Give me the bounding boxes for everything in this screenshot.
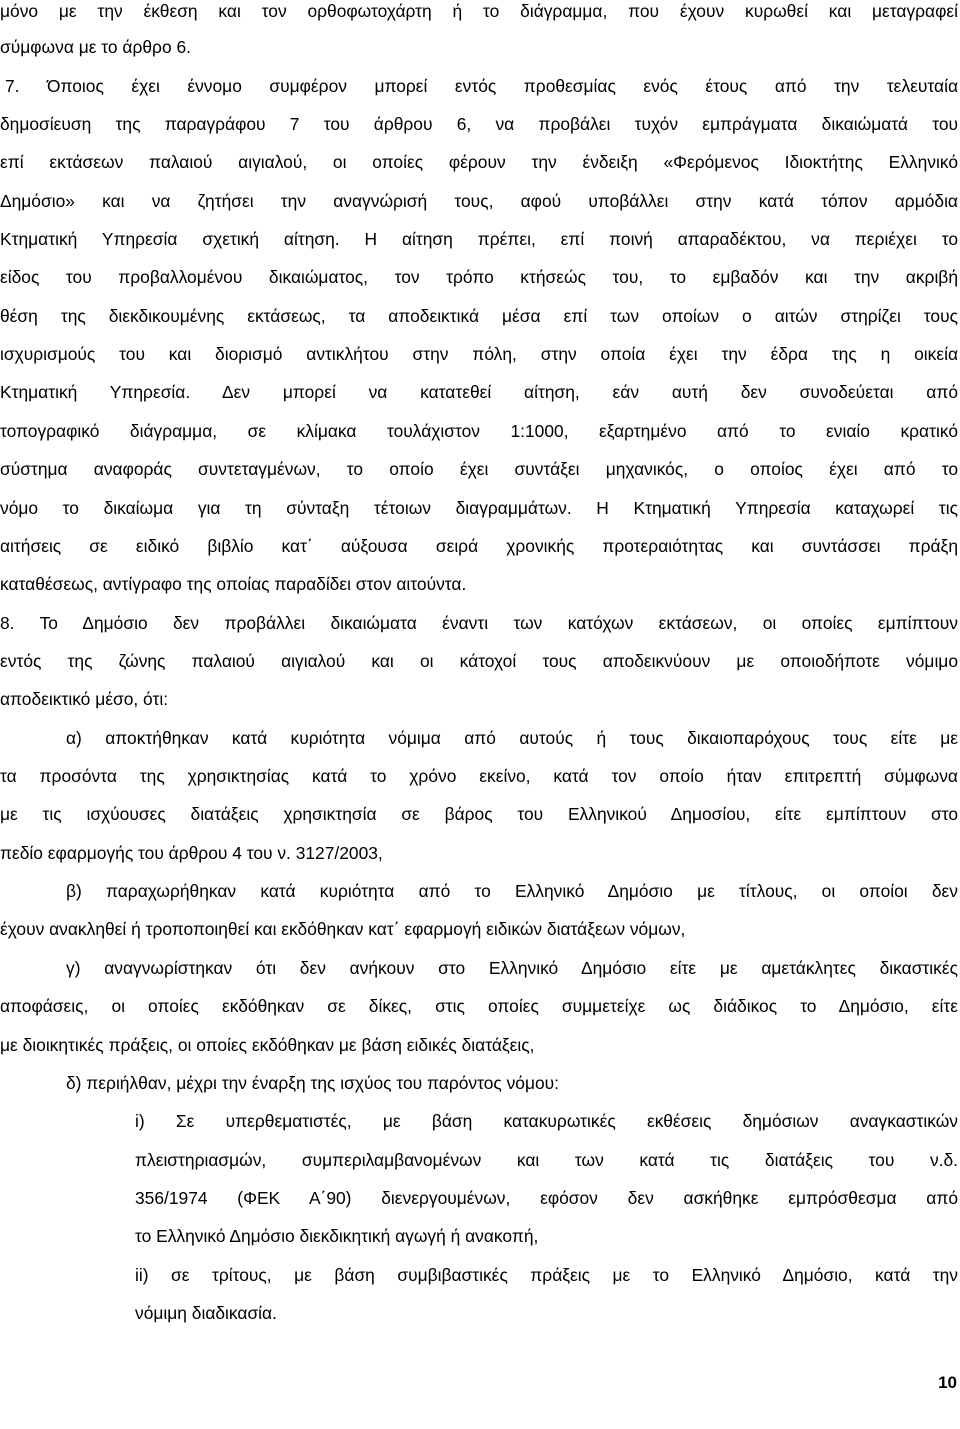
text-line: i) Σε υπερθεματιστές, με βάση κατακυρωτικές εκθέσεις δημόσιων αναγκαστικών xyxy=(135,1111,958,1131)
text-line: Κτηματική Υπηρεσία σχετική αίτηση. Η αίτηση πρέπει, επί ποινή απαραδέκτου, να περιέχει το xyxy=(0,229,958,249)
text-line: ii) σε τρίτους, με βάση συμβιβαστικές πράξεις με το Ελληνικό Δημόσιο, κατά την xyxy=(135,1265,958,1285)
text-line: εντός της ζώνης παλαιού αιγιαλού και οι κάτοχοί τους αποδεικνύουν με οποιοδήποτε νόμιμο xyxy=(0,651,958,671)
text-line: β) παραχωρήθηκαν κατά κυριότητα από το Ελληνικό Δημόσιο με τίτλους, οι οποίοι δεν xyxy=(66,881,958,901)
text-line: θέση της διεκδικουμένης εκτάσεως, τα αποδεικτικά μέσα επί των οποίων ο αιτών στηρίζει τους xyxy=(0,306,958,326)
text-line: 7. Όποιος έχει έννομο συμφέρον μπορεί εντός προθεσμίας ενός έτους από την τελευταία xyxy=(5,76,958,96)
text-line: επί εκτάσεων παλαιού αιγιαλού, οι οποίες φέρουν την ένδειξη «Φερόμενος Ιδιοκτήτης Ελληνικό xyxy=(0,152,958,172)
text-line: είδος του προβαλλομένου δικαιώματος, τον τρόπο κτήσεώς του, το εμβαδόν και την ακριβή xyxy=(0,267,958,287)
text-line: τα προσόντα της χρησικτησίας κατά το χρόνο εκείνο, κατά τον οποίο ήταν επιτρεπτή σύμφωνα xyxy=(0,766,958,786)
text-line: πεδίο εφαρμογής του άρθρου 4 του ν. 3127/2003, xyxy=(0,843,383,863)
text-line: σύστημα αναφοράς συντεταγμένων, το οποίο έχει συντάξει μηχανικός, ο οποίος έχει από το xyxy=(0,459,958,479)
text-line: καταθέσεως, αντίγραφο της οποίας παραδίδει στον αιτούντα. xyxy=(0,574,467,594)
text-line: νόμιμη διαδικασία. xyxy=(135,1303,277,1323)
text-line: μόνο με την έκθεση και τον ορθοφωτοχάρτη ή το διάγραμμα, που έχουν κυρωθεί και μεταγραφεί xyxy=(0,1,958,21)
text-line: Κτηματική Υπηρεσία. Δεν μπορεί να κατατεθεί αίτηση, εάν αυτή δεν συνοδεύεται από xyxy=(0,382,958,402)
page-number: 10 xyxy=(938,1373,957,1392)
text-line: γ) αναγνωρίστηκαν ότι δεν ανήκουν στο Ελληνικό Δημόσιο είτε με αμετάκλητες δικαστικές xyxy=(66,958,958,978)
text-line: πλειστηριασμών, συμπεριλαμβανομένων και των κατά τις διατάξεις του ν.δ. xyxy=(135,1150,958,1170)
text-line: το Ελληνικό Δημόσιο διεκδικητική αγωγή ή ανακοπή, xyxy=(135,1226,539,1246)
text-line: δ) περιήλθαν, μέχρι την έναρξη της ισχύος του παρόντος νόμου: xyxy=(66,1073,559,1093)
text-line: α) αποκτήθηκαν κατά κυριότητα νόμιμα από αυτούς ή τους δικαιοπαρόχους τους είτε με xyxy=(66,728,958,748)
text-line: 356/1974 (ΦΕΚ Α΄90) διενεργουμένων, εφόσον δεν ασκήθηκε εμπρόσθεσμα από xyxy=(135,1188,958,1208)
text-line: με διοικητικές πράξεις, οι οποίες εκδόθηκαν με βάση ειδικές διατάξεις, xyxy=(0,1035,535,1055)
text-line: 8. Το Δημόσιο δεν προβάλλει δικαιώματα έναντι των κατόχων εκτάσεων, οι οποίες εμπίπτουν xyxy=(0,613,958,633)
text-line: νόμο το δικαίωμα για τη σύνταξη τέτοιων διαγραμμάτων. Η Κτηματική Υπηρεσία καταχωρεί τις xyxy=(0,498,958,518)
text-line: έχουν ανακληθεί ή τροποποιηθεί και εκδόθηκαν κατ΄ εφαρμογή ειδικών διατάξεων νόμων, xyxy=(0,919,686,939)
text-line: τοπογραφικό διάγραμμα, σε κλίμακα τουλάχιστον 1:1000, εξαρτημένο από το ενιαίο κρατικό xyxy=(0,421,958,441)
text-line: ισχυρισμούς του και διορισμό αντικλήτου στην πόλη, στην οποία έχει την έδρα της η οικεία xyxy=(0,344,958,364)
text-line: αιτήσεις σε ειδικό βιβλίο κατ΄ αύξουσα σειρά χρονικής προτεραιότητας και συντάσσει πράξη xyxy=(0,536,958,556)
text-line: αποδεικτικό μέσο, ότι: xyxy=(0,689,169,709)
text-line: με τις ισχύουσες διατάξεις χρησικτησία σε βάρος του Ελληνικού Δημοσίου, είτε εμπίπτουν στο xyxy=(0,804,958,824)
text-line: σύμφωνα με το άρθρο 6. xyxy=(0,37,191,57)
text-line: Δημόσιο» και να ζητήσει την αναγνώρισή τους, αφού υποβάλλει στην κατά τόπον αρμόδια xyxy=(0,191,958,211)
text-line: δημοσίευση της παραγράφου 7 του άρθρου 6, να προβάλει τυχόν εμπράγματα δικαιώματά του xyxy=(0,114,958,134)
text-line: αποφάσεις, οι οποίες εκδόθηκαν σε δίκες, στις οποίες συμμετείχε ως διάδικος το Δημόσιο, είτε xyxy=(0,996,958,1016)
